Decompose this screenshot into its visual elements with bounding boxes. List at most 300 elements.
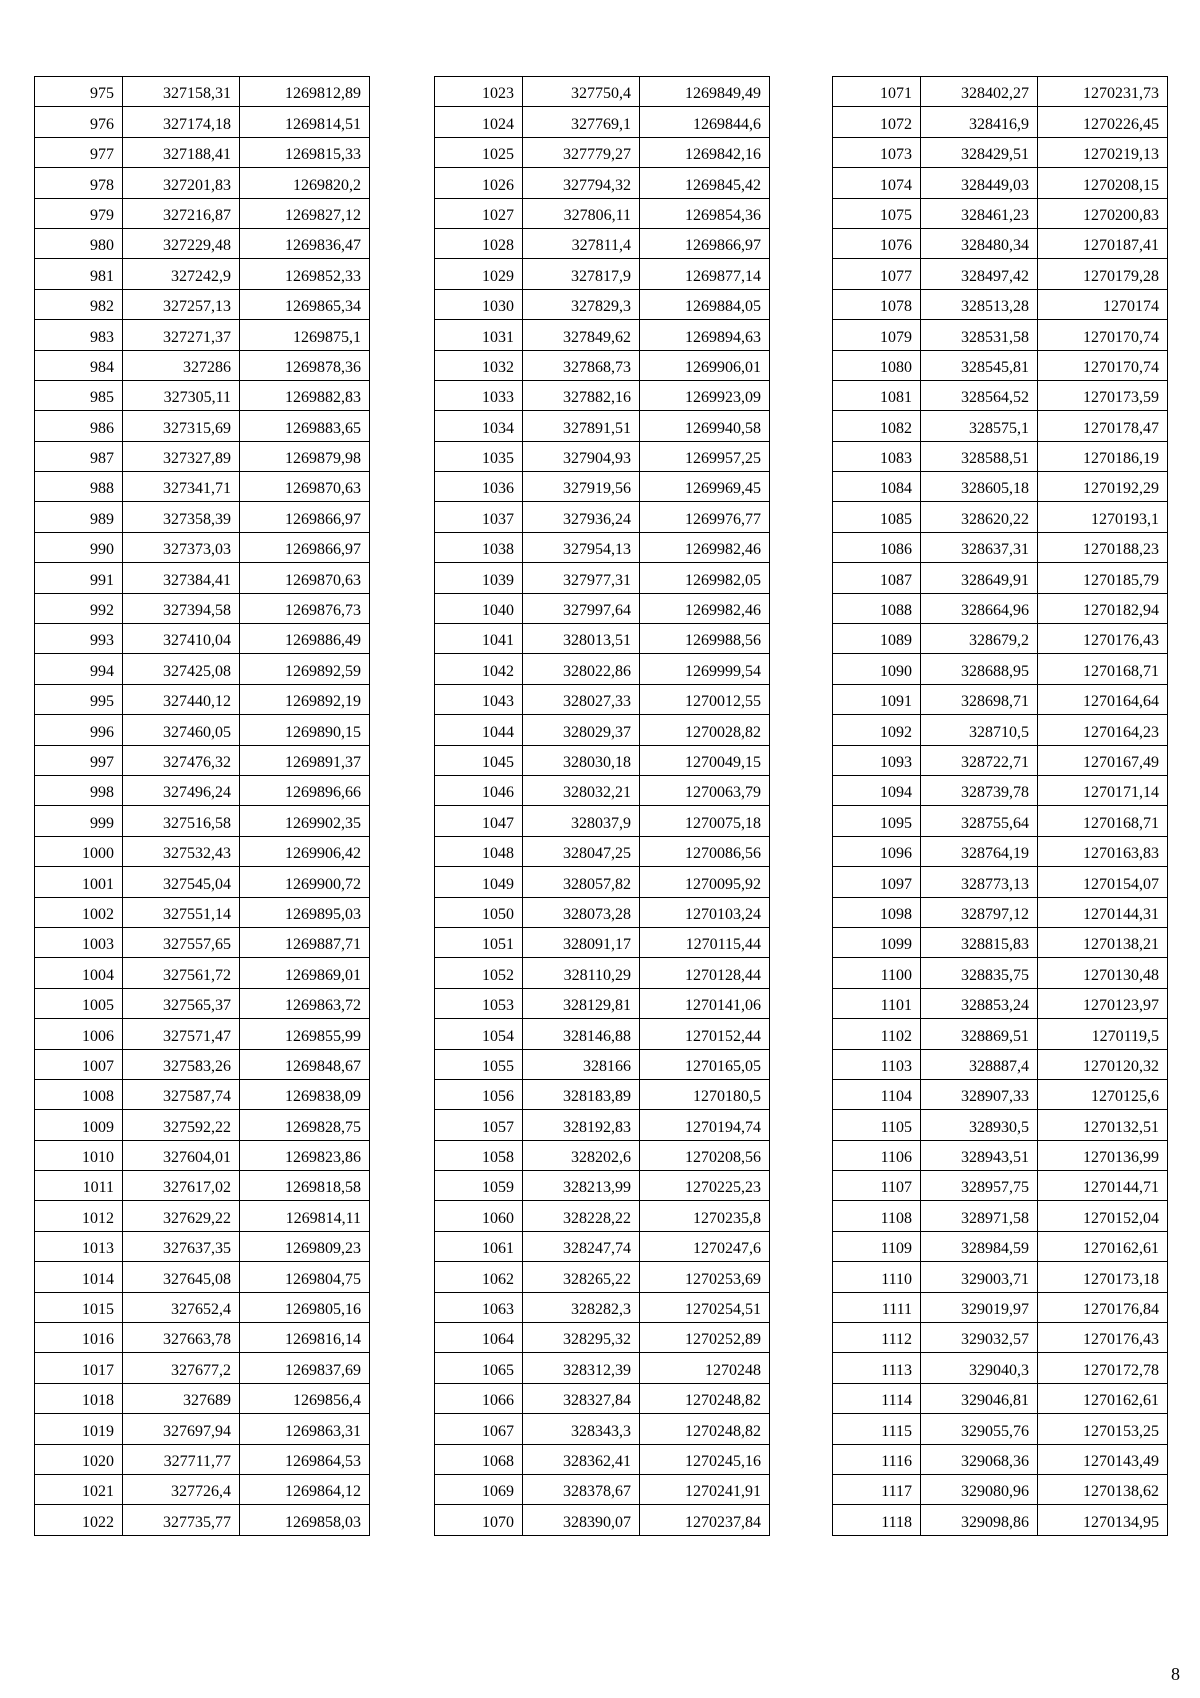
point-number-cell: 1078 <box>833 289 921 319</box>
point-number-cell: 1011 <box>35 1171 123 1201</box>
point-number-cell: 1066 <box>435 1383 523 1413</box>
point-number-cell: 1094 <box>833 775 921 805</box>
x-coordinate-cell: 327726,4 <box>123 1474 240 1504</box>
table-row <box>833 897 1168 927</box>
x-coordinate-cell: 327587,74 <box>123 1079 240 1109</box>
x-coordinate-cell: 328722,71 <box>921 745 1038 775</box>
table-row <box>435 775 770 805</box>
point-number-cell: 1080 <box>833 350 921 380</box>
table-row <box>833 502 1168 532</box>
x-coordinate-cell: 328362,41 <box>523 1444 640 1474</box>
table-row <box>35 289 370 319</box>
x-coordinate-cell: 328664,96 <box>921 593 1038 623</box>
table-row <box>833 867 1168 897</box>
point-number-cell: 1106 <box>833 1140 921 1170</box>
x-coordinate-cell: 328429,51 <box>921 137 1038 167</box>
y-coordinate-cell: 1270192,29 <box>1038 472 1168 502</box>
table-row <box>435 654 770 684</box>
point-number-cell: 1074 <box>833 168 921 198</box>
table-row <box>35 836 370 866</box>
table-row <box>833 1201 1168 1231</box>
y-coordinate-cell: 1269957,25 <box>640 441 770 471</box>
table-row <box>35 958 370 988</box>
y-coordinate-cell: 1270252,89 <box>640 1323 770 1353</box>
y-coordinate-cell: 1270168,71 <box>1038 806 1168 836</box>
point-number-cell: 1034 <box>435 411 523 441</box>
table-row <box>435 1079 770 1109</box>
table-row <box>35 502 370 532</box>
y-coordinate-cell: 1270164,23 <box>1038 715 1168 745</box>
table-row <box>833 927 1168 957</box>
x-coordinate-cell: 328755,64 <box>921 806 1038 836</box>
y-coordinate-cell: 1270237,84 <box>640 1505 770 1535</box>
point-number-cell: 1083 <box>833 441 921 471</box>
point-number-cell: 1059 <box>435 1171 523 1201</box>
table-row <box>833 1262 1168 1292</box>
point-number-cell: 1062 <box>435 1262 523 1292</box>
x-coordinate-cell: 328110,29 <box>523 958 640 988</box>
y-coordinate-cell: 1270248 <box>640 1353 770 1383</box>
x-coordinate-cell: 327637,35 <box>123 1231 240 1261</box>
point-number-cell: 1085 <box>833 502 921 532</box>
x-coordinate-cell: 328943,51 <box>921 1140 1038 1170</box>
table-row <box>435 77 770 107</box>
y-coordinate-cell: 1270152,04 <box>1038 1201 1168 1231</box>
table-row <box>35 228 370 258</box>
y-coordinate-cell: 1269892,59 <box>240 654 370 684</box>
y-coordinate-cell: 1270144,31 <box>1038 897 1168 927</box>
x-coordinate-cell: 327977,31 <box>523 563 640 593</box>
y-coordinate-cell: 1269864,53 <box>240 1444 370 1474</box>
y-coordinate-cell: 1270141,06 <box>640 988 770 1018</box>
table-row <box>833 380 1168 410</box>
x-coordinate-cell: 328773,13 <box>921 867 1038 897</box>
table-row <box>35 137 370 167</box>
table-row <box>435 472 770 502</box>
y-coordinate-cell: 1270028,82 <box>640 715 770 745</box>
x-coordinate-cell: 328605,18 <box>921 472 1038 502</box>
point-number-cell: 1006 <box>35 1019 123 1049</box>
table-row <box>833 1505 1168 1535</box>
point-number-cell: 1117 <box>833 1474 921 1504</box>
table-row <box>35 411 370 441</box>
point-number-cell: 1042 <box>435 654 523 684</box>
point-number-cell: 982 <box>35 289 123 319</box>
point-number-cell: 976 <box>35 107 123 137</box>
point-number-cell: 1027 <box>435 198 523 228</box>
y-coordinate-cell: 1270136,99 <box>1038 1140 1168 1170</box>
y-coordinate-cell: 1270138,21 <box>1038 927 1168 957</box>
point-number-cell: 1091 <box>833 684 921 714</box>
x-coordinate-cell: 328312,39 <box>523 1353 640 1383</box>
x-coordinate-cell: 327652,4 <box>123 1292 240 1322</box>
point-number-cell: 1007 <box>35 1049 123 1079</box>
y-coordinate-cell: 1269814,11 <box>240 1201 370 1231</box>
table-row <box>833 593 1168 623</box>
x-coordinate-cell: 328679,2 <box>921 624 1038 654</box>
table-row <box>35 1079 370 1109</box>
y-coordinate-cell: 1269869,01 <box>240 958 370 988</box>
x-coordinate-cell: 328688,95 <box>921 654 1038 684</box>
table-row <box>833 1383 1168 1413</box>
y-coordinate-cell: 1270179,28 <box>1038 259 1168 289</box>
point-number-cell: 1086 <box>833 532 921 562</box>
x-coordinate-cell: 327496,24 <box>123 775 240 805</box>
y-coordinate-cell: 1269849,49 <box>640 77 770 107</box>
point-number-cell: 1082 <box>833 411 921 441</box>
table-row <box>833 411 1168 441</box>
point-number-cell: 979 <box>35 198 123 228</box>
table-row <box>35 593 370 623</box>
table-row <box>833 654 1168 684</box>
x-coordinate-cell: 327811,4 <box>523 228 640 258</box>
y-coordinate-cell: 1270128,44 <box>640 958 770 988</box>
table-row <box>833 532 1168 562</box>
y-coordinate-cell: 1270208,15 <box>1038 168 1168 198</box>
y-coordinate-cell: 1270171,14 <box>1038 775 1168 805</box>
point-number-cell: 1058 <box>435 1140 523 1170</box>
y-coordinate-cell: 1270194,74 <box>640 1110 770 1140</box>
x-coordinate-cell: 327425,08 <box>123 654 240 684</box>
x-coordinate-cell: 327551,14 <box>123 897 240 927</box>
point-number-cell: 1114 <box>833 1383 921 1413</box>
table-row <box>833 958 1168 988</box>
point-number-cell: 1099 <box>833 927 921 957</box>
point-number-cell: 1047 <box>435 806 523 836</box>
x-coordinate-cell: 327677,2 <box>123 1353 240 1383</box>
y-coordinate-cell: 1269836,47 <box>240 228 370 258</box>
point-number-cell: 1055 <box>435 1049 523 1079</box>
point-number-cell: 1098 <box>833 897 921 927</box>
y-coordinate-cell: 1269823,86 <box>240 1140 370 1170</box>
x-coordinate-cell: 327545,04 <box>123 867 240 897</box>
table-row <box>35 867 370 897</box>
table-row <box>35 897 370 927</box>
x-coordinate-cell: 327794,32 <box>523 168 640 198</box>
point-number-cell: 1014 <box>35 1262 123 1292</box>
table-row <box>833 228 1168 258</box>
x-coordinate-cell: 328282,3 <box>523 1292 640 1322</box>
x-coordinate-cell: 328461,23 <box>921 198 1038 228</box>
point-number-cell: 1003 <box>35 927 123 957</box>
y-coordinate-cell: 1270115,44 <box>640 927 770 957</box>
point-number-cell: 1024 <box>435 107 523 137</box>
y-coordinate-cell: 1270235,8 <box>640 1201 770 1231</box>
table-row <box>435 441 770 471</box>
table-row <box>833 563 1168 593</box>
y-coordinate-cell: 1270208,56 <box>640 1140 770 1170</box>
y-coordinate-cell: 1269892,19 <box>240 684 370 714</box>
point-number-cell: 1104 <box>833 1079 921 1109</box>
y-coordinate-cell: 1269863,72 <box>240 988 370 1018</box>
y-coordinate-cell: 1270176,43 <box>1038 624 1168 654</box>
x-coordinate-cell: 328907,33 <box>921 1079 1038 1109</box>
x-coordinate-cell: 328835,75 <box>921 958 1038 988</box>
y-coordinate-cell: 1269896,66 <box>240 775 370 805</box>
y-coordinate-cell: 1270254,51 <box>640 1292 770 1322</box>
x-coordinate-cell: 327565,37 <box>123 988 240 1018</box>
table-row <box>833 1353 1168 1383</box>
y-coordinate-cell: 1269940,58 <box>640 411 770 441</box>
table-row <box>833 1292 1168 1322</box>
x-coordinate-cell: 328797,12 <box>921 897 1038 927</box>
coordinates-table-3 <box>832 76 1168 1536</box>
x-coordinate-cell: 328327,84 <box>523 1383 640 1413</box>
table-row <box>35 259 370 289</box>
y-coordinate-cell: 1269906,01 <box>640 350 770 380</box>
table-row <box>833 1323 1168 1353</box>
table-row <box>35 77 370 107</box>
x-coordinate-cell: 328545,81 <box>921 350 1038 380</box>
y-coordinate-cell: 1270162,61 <box>1038 1383 1168 1413</box>
table-row <box>435 532 770 562</box>
x-coordinate-cell: 327341,71 <box>123 472 240 502</box>
point-number-cell: 1081 <box>833 380 921 410</box>
table-row <box>35 715 370 745</box>
x-coordinate-cell: 328247,74 <box>523 1231 640 1261</box>
y-coordinate-cell: 1270168,71 <box>1038 654 1168 684</box>
x-coordinate-cell: 328047,25 <box>523 836 640 866</box>
y-coordinate-cell: 1269976,77 <box>640 502 770 532</box>
x-coordinate-cell: 328637,31 <box>921 532 1038 562</box>
point-number-cell: 1019 <box>35 1414 123 1444</box>
x-coordinate-cell: 327229,48 <box>123 228 240 258</box>
table-row <box>833 168 1168 198</box>
table-row <box>35 198 370 228</box>
table-row <box>435 1019 770 1049</box>
x-coordinate-cell: 328649,91 <box>921 563 1038 593</box>
point-number-cell: 1052 <box>435 958 523 988</box>
y-coordinate-cell: 1269902,35 <box>240 806 370 836</box>
table-row <box>35 1474 370 1504</box>
y-coordinate-cell: 1269838,09 <box>240 1079 370 1109</box>
x-coordinate-cell: 328228,22 <box>523 1201 640 1231</box>
point-number-cell: 1112 <box>833 1323 921 1353</box>
x-coordinate-cell: 327936,24 <box>523 502 640 532</box>
y-coordinate-cell: 1270200,83 <box>1038 198 1168 228</box>
table-row <box>435 867 770 897</box>
y-coordinate-cell: 1269855,99 <box>240 1019 370 1049</box>
table-row <box>435 1140 770 1170</box>
table-row <box>35 1262 370 1292</box>
point-number-cell: 1069 <box>435 1474 523 1504</box>
y-coordinate-cell: 1269816,14 <box>240 1323 370 1353</box>
table-row <box>833 715 1168 745</box>
x-coordinate-cell: 327440,12 <box>123 684 240 714</box>
y-coordinate-cell: 1270248,82 <box>640 1414 770 1444</box>
point-number-cell: 1026 <box>435 168 523 198</box>
point-number-cell: 1005 <box>35 988 123 1018</box>
x-coordinate-cell: 327868,73 <box>523 350 640 380</box>
x-coordinate-cell: 327271,37 <box>123 320 240 350</box>
y-coordinate-cell: 1269866,97 <box>240 502 370 532</box>
point-number-cell: 1030 <box>435 289 523 319</box>
point-number-cell: 1041 <box>435 624 523 654</box>
x-coordinate-cell: 327617,02 <box>123 1171 240 1201</box>
point-number-cell: 994 <box>35 654 123 684</box>
point-number-cell: 1018 <box>35 1383 123 1413</box>
table-row <box>435 1262 770 1292</box>
y-coordinate-cell: 1269812,89 <box>240 77 370 107</box>
x-coordinate-cell: 327174,18 <box>123 107 240 137</box>
table-row <box>833 1171 1168 1201</box>
x-coordinate-cell: 327604,01 <box>123 1140 240 1170</box>
x-coordinate-cell: 327516,58 <box>123 806 240 836</box>
point-number-cell: 1004 <box>35 958 123 988</box>
x-coordinate-cell: 328213,99 <box>523 1171 640 1201</box>
table-row <box>35 107 370 137</box>
y-coordinate-cell: 1269805,16 <box>240 1292 370 1322</box>
x-coordinate-cell: 328027,33 <box>523 684 640 714</box>
point-number-cell: 981 <box>35 259 123 289</box>
y-coordinate-cell: 1269877,14 <box>640 259 770 289</box>
point-number-cell: 1038 <box>435 532 523 562</box>
table-row <box>35 1201 370 1231</box>
y-coordinate-cell: 1270167,49 <box>1038 745 1168 775</box>
x-coordinate-cell: 327779,27 <box>523 137 640 167</box>
point-number-cell: 1046 <box>435 775 523 805</box>
point-number-cell: 1057 <box>435 1110 523 1140</box>
point-number-cell: 1009 <box>35 1110 123 1140</box>
y-coordinate-cell: 1270063,79 <box>640 775 770 805</box>
table-row <box>435 1444 770 1474</box>
point-number-cell: 1105 <box>833 1110 921 1140</box>
x-coordinate-cell: 327697,94 <box>123 1414 240 1444</box>
x-coordinate-cell: 327216,87 <box>123 198 240 228</box>
y-coordinate-cell: 1270144,71 <box>1038 1171 1168 1201</box>
point-number-cell: 1022 <box>35 1505 123 1535</box>
y-coordinate-cell: 1270186,19 <box>1038 441 1168 471</box>
point-number-cell: 1044 <box>435 715 523 745</box>
x-coordinate-cell: 328166 <box>523 1049 640 1079</box>
x-coordinate-cell: 327384,41 <box>123 563 240 593</box>
x-coordinate-cell: 327532,43 <box>123 836 240 866</box>
y-coordinate-cell: 1270176,84 <box>1038 1292 1168 1322</box>
table-row <box>435 593 770 623</box>
y-coordinate-cell: 1270138,62 <box>1038 1474 1168 1504</box>
x-coordinate-cell: 328057,82 <box>523 867 640 897</box>
table-row <box>35 1110 370 1140</box>
x-coordinate-cell: 327561,72 <box>123 958 240 988</box>
table-row <box>35 745 370 775</box>
x-coordinate-cell: 328073,28 <box>523 897 640 927</box>
y-coordinate-cell: 1269879,98 <box>240 441 370 471</box>
y-coordinate-cell: 1270225,23 <box>640 1171 770 1201</box>
table-row <box>435 897 770 927</box>
table-row <box>833 1049 1168 1079</box>
y-coordinate-cell: 1270162,61 <box>1038 1231 1168 1261</box>
x-coordinate-cell: 327242,9 <box>123 259 240 289</box>
table-row <box>35 654 370 684</box>
table-row <box>435 1474 770 1504</box>
point-number-cell: 996 <box>35 715 123 745</box>
point-number-cell: 1097 <box>833 867 921 897</box>
x-coordinate-cell: 328183,89 <box>523 1079 640 1109</box>
point-number-cell: 1033 <box>435 380 523 410</box>
point-number-cell: 1000 <box>35 836 123 866</box>
y-coordinate-cell: 1269906,42 <box>240 836 370 866</box>
point-number-cell: 1031 <box>435 320 523 350</box>
y-coordinate-cell: 1270173,18 <box>1038 1262 1168 1292</box>
y-coordinate-cell: 1270231,73 <box>1038 77 1168 107</box>
x-coordinate-cell: 327373,03 <box>123 532 240 562</box>
point-number-cell: 1061 <box>435 1231 523 1261</box>
y-coordinate-cell: 1269820,2 <box>240 168 370 198</box>
x-coordinate-cell: 328022,86 <box>523 654 640 684</box>
table-row <box>435 927 770 957</box>
y-coordinate-cell: 1269804,75 <box>240 1262 370 1292</box>
point-number-cell: 1039 <box>435 563 523 593</box>
point-number-cell: 1002 <box>35 897 123 927</box>
x-coordinate-cell: 328146,88 <box>523 1019 640 1049</box>
point-number-cell: 1087 <box>833 563 921 593</box>
point-number-cell: 1013 <box>35 1231 123 1261</box>
x-coordinate-cell: 327315,69 <box>123 411 240 441</box>
table-row <box>435 198 770 228</box>
y-coordinate-cell: 1270174 <box>1038 289 1168 319</box>
x-coordinate-cell: 327592,22 <box>123 1110 240 1140</box>
point-number-cell: 988 <box>35 472 123 502</box>
point-number-cell: 986 <box>35 411 123 441</box>
x-coordinate-cell: 327394,58 <box>123 593 240 623</box>
page-number: 8 <box>1171 1664 1180 1684</box>
table-row <box>833 1474 1168 1504</box>
x-coordinate-cell: 327829,3 <box>523 289 640 319</box>
table-row <box>35 350 370 380</box>
y-coordinate-cell: 1270086,56 <box>640 836 770 866</box>
point-number-cell: 1068 <box>435 1444 523 1474</box>
table-row <box>435 1049 770 1079</box>
y-coordinate-cell: 1269866,97 <box>640 228 770 258</box>
x-coordinate-cell: 328480,34 <box>921 228 1038 258</box>
x-coordinate-cell: 328620,22 <box>921 502 1038 532</box>
y-coordinate-cell: 1269854,36 <box>640 198 770 228</box>
x-coordinate-cell: 328390,07 <box>523 1505 640 1535</box>
y-coordinate-cell: 1269809,23 <box>240 1231 370 1261</box>
table-row <box>35 775 370 805</box>
table-row <box>833 1414 1168 1444</box>
table-row <box>435 289 770 319</box>
x-coordinate-cell: 329040,3 <box>921 1353 1038 1383</box>
table-row <box>35 563 370 593</box>
point-number-cell: 1089 <box>833 624 921 654</box>
table-row <box>435 137 770 167</box>
x-coordinate-cell: 328037,9 <box>523 806 640 836</box>
y-coordinate-cell: 1270173,59 <box>1038 380 1168 410</box>
y-coordinate-cell: 1270187,41 <box>1038 228 1168 258</box>
table-row <box>833 1140 1168 1170</box>
table-row <box>35 1353 370 1383</box>
y-coordinate-cell: 1270176,43 <box>1038 1323 1168 1353</box>
point-number-cell: 1045 <box>435 745 523 775</box>
point-number-cell: 1100 <box>833 958 921 988</box>
point-number-cell: 1021 <box>35 1474 123 1504</box>
point-number-cell: 1102 <box>833 1019 921 1049</box>
x-coordinate-cell: 328739,78 <box>921 775 1038 805</box>
table-row <box>833 988 1168 1018</box>
y-coordinate-cell: 1270182,94 <box>1038 593 1168 623</box>
y-coordinate-cell: 1270253,69 <box>640 1262 770 1292</box>
table-row <box>833 350 1168 380</box>
table-row <box>833 472 1168 502</box>
table-row <box>435 624 770 654</box>
y-coordinate-cell: 1270153,25 <box>1038 1414 1168 1444</box>
x-coordinate-cell: 328032,21 <box>523 775 640 805</box>
point-number-cell: 1015 <box>35 1292 123 1322</box>
y-coordinate-cell: 1269999,54 <box>640 654 770 684</box>
x-coordinate-cell: 329055,76 <box>921 1414 1038 1444</box>
x-coordinate-cell: 328030,18 <box>523 745 640 775</box>
